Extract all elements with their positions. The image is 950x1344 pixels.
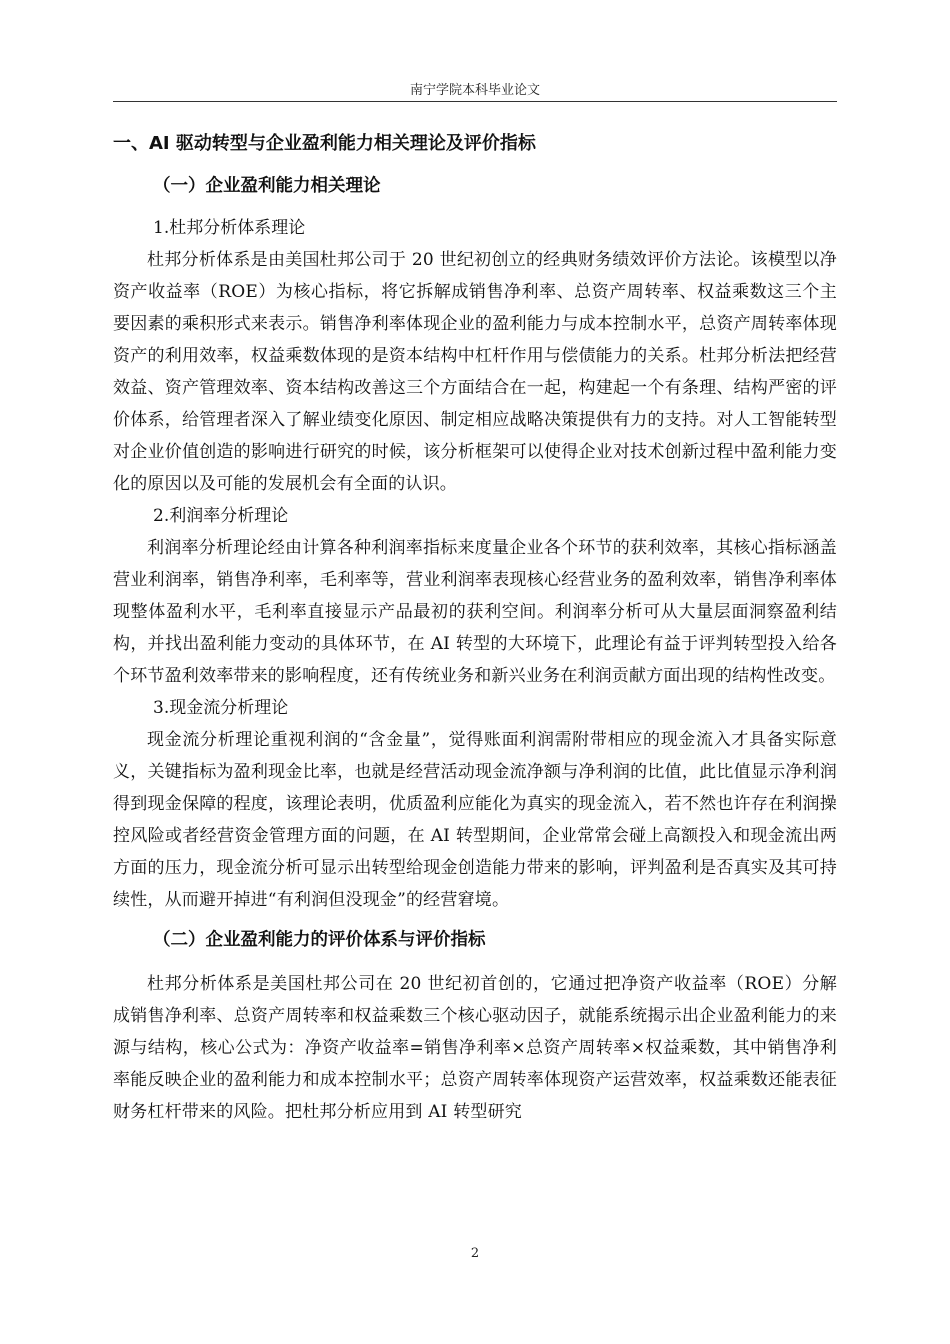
item-heading-profit-margin: 2.利润率分析理论 [153, 506, 289, 526]
item-heading-cash-flow: 3.现金流分析理论 [153, 698, 289, 718]
page-number: 2 [470, 1246, 480, 1261]
paragraph-evaluation-system: 杜邦分析体系是美国杜邦公司在 20 世纪初首创的，它通过把净资产收益率（ROE）分解成销售净利率、总资产周转率和权益乘数三个核心驱动因子，就能系统揭示出企业盈利能力的来源与结构，核心公式为：净资产收益率=销售净利率×总资产周转率×权益乘数，其中销售净利率能反映企业的盈利能力和成本控制水平；总资产周转率体现资产运营效率，权益乘数还能表征财务杠杆带来的风险。把杜邦分析应用到 AI 转型研究 [113, 974, 837, 1122]
header-divider [113, 101, 837, 102]
subsection-heading-2: （二）企业盈利能力的评价体系与评价指标 [153, 930, 486, 950]
paragraph-dupont: 杜邦分析体系是由美国杜邦公司于 20 世纪初创立的经典财务绩效评价方法论。该模型以净资产收益率（ROE）为核心指标，将它拆解成销售净利率、总资产周转率、权益乘数这三个主要因素的乘积形式来表示。销售净利率体现企业的盈利能力与成本控制水平，总资产周转率体现资产的利用效率，权益乘数体现的是资本结构中杠杆作用与偿债能力的关系。杜邦分析法把经营效益、资产管理效率、资本结构改善这三个方面结合在一起，构建起一个有条理、结构严密的评价体系，给管理者深入了解业绩变化原因、制定相应战略决策提供有力的支持。对人工智能转型对企业价值创造的影响进行研究的时候，该分析框架可以使得企业对技术创新过程中盈利能力变化的原因以及可能的发展机会有全面的认识。 [113, 250, 837, 494]
running-header: 南宁学院本科毕业论文 [409, 83, 540, 98]
page-body [113, 128, 837, 1128]
item-heading-dupont: 1.杜邦分析体系理论 [153, 218, 306, 238]
subsection-heading-1: （一）企业盈利能力相关理论 [153, 176, 381, 196]
section-heading: 一、AI 驱动转型与企业盈利能力相关理论及评价指标 [113, 133, 536, 154]
paragraph-cash-flow: 现金流分析理论重视利润的“含金量”，觉得账面利润需附带相应的现金流入才具备实际意义，关键指标为盈利现金比率，也就是经营活动现金流净额与净利润的比值，此比值显示净利润得到现金保障的程度，该理论表明，优质盈利应能化为真实的现金流入，若不然也许存在利润操控风险或者经营资金管理方面的问题，在 AI 转型期间，企业常常会碰上高额投入和现金流出两方面的压力，现金流分析可显示出转型给现金创造能力带来的影响，评判盈利是否真实及其可持续性，从而避开掉进“有利润但没现金”的经营窘境。 [113, 730, 837, 910]
paragraph-profit-margin: 利润率分析理论经由计算各种利润率指标来度量企业各个环节的获利效率，其核心指标涵盖营业利润率，销售净利率，毛利率等，营业利润率表现核心经营业务的盈利效率，销售净利率体现整体盈利水平，毛利率直接显示产品最初的获利空间。利润率分析可从大量层面洞察盈利结构，并找出盈利能力变动的具体环节，在 AI 转型的大环境下，此理论有益于评判转型投入给各个环节盈利效率带来的影响程度，还有传统业务和新兴业务在利润贡献方面出现的结构性改变。 [113, 538, 837, 686]
